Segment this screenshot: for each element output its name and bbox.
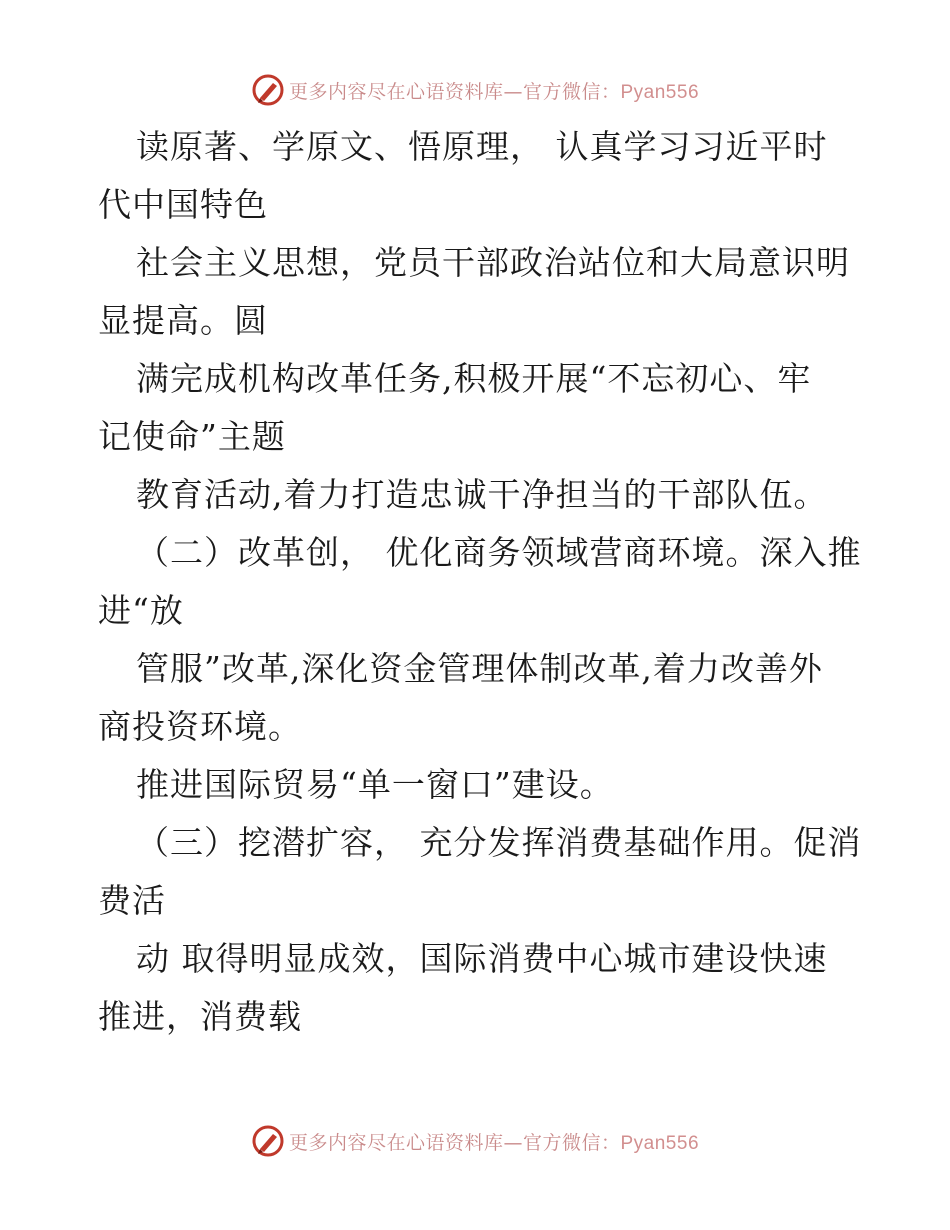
text-line: 费活 [98, 881, 166, 920]
text-line: 教育活动,着力打造忠诚干净担当的干部队伍。 [136, 475, 828, 514]
text-line: 管服”改革,深化资金管理体制改革,着力改善外 [136, 649, 823, 688]
text-line: 社会主义思想，党员干部政治站位和大局意识明 [136, 243, 850, 282]
footer-banner-id: Pyan556 [620, 1132, 700, 1154]
text-line: （三）挖潜扩容， 充分发挥消费基础作用。促消 [136, 823, 862, 862]
text-line: 动 取得明显成效，国际消费中心城市建设快速 [136, 939, 828, 978]
text-line: 商投资环境。 [98, 707, 302, 746]
header-banner-id: Pyan556 [620, 81, 700, 103]
document-body [98, 118, 862, 1046]
header-banner-label: 更多内容尽在心语资料库—官方微信： [288, 80, 621, 103]
pen-logo-icon [251, 73, 285, 107]
text-line: 推进，消费载 [98, 997, 302, 1036]
header-banner [0, 70, 950, 110]
footer-banner-text [289, 1128, 699, 1155]
pen-logo-icon [251, 1124, 285, 1158]
text-line: 代中国特色 [98, 185, 268, 224]
footer-banner-label: 更多内容尽在心语资料库—官方微信： [288, 1131, 621, 1154]
text-line: 记使命”主题 [98, 417, 286, 456]
text-line: 显提高。圆 [98, 301, 268, 340]
footer-banner [0, 1121, 950, 1161]
text-line: 读原著、学原文、悟原理， 认真学习习近平时 [136, 127, 828, 166]
text-line: （二）改革创， 优化商务领域营商环境。深入推 [136, 533, 862, 572]
text-line: 进“放 [98, 591, 184, 630]
header-banner-text [289, 77, 699, 104]
text-line: 满完成机构改革任务,积极开展“不忘初心、牢 [136, 359, 812, 398]
text-line: 推进国际贸易“单一窗口”建设。 [136, 765, 614, 804]
